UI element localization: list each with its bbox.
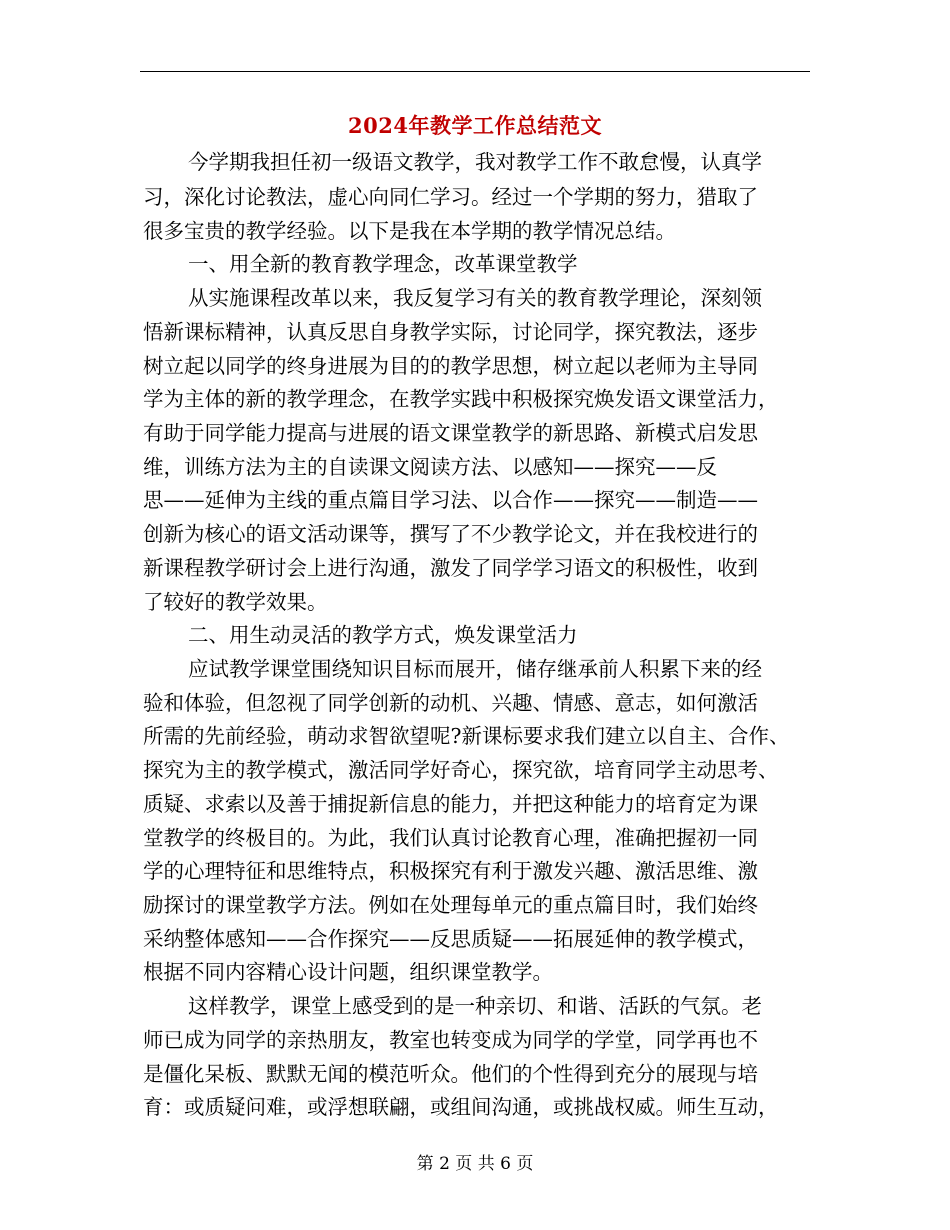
header-rule bbox=[140, 71, 810, 72]
body-line: 了较好的教学效果。 bbox=[143, 590, 328, 614]
body-line: 验和体验，但忽视了同学创新的动机、兴趣、情感、意志，如何激活 bbox=[143, 691, 758, 715]
body-line: 探究为主的教学模式，激活同学好奇心，探究欲，培育同学主动思考、 bbox=[143, 758, 779, 782]
body-line: 从实施课程改革以来，我反复学习有关的教育教学理论，深刻领 bbox=[188, 286, 762, 310]
body-line: 育：或质疑问难，或浮想联翩，或组间沟通，或挑战权威。师生互动， bbox=[143, 1095, 779, 1119]
body-line: 质疑、求索以及善于捕捉新信息的能力，并把这种能力的培育定为课 bbox=[143, 792, 758, 816]
body-line: 师已成为同学的亲热朋友，教室也转变成为同学的学堂，同学再也不 bbox=[143, 1028, 758, 1052]
body-line: 这样教学，课堂上感受到的是一种亲切、和谐、活跃的气氛。老 bbox=[188, 994, 762, 1018]
body-line: 励探讨的课堂教学方法。例如在处理每单元的重点篇目时，我们始终 bbox=[143, 893, 758, 917]
page-number-footer: 第 2 页 共 6 页 bbox=[416, 1154, 534, 1174]
body-line: 学为主体的新的教学理念，在教学实践中积极探究焕发语文课堂活力， bbox=[143, 387, 779, 411]
body-line: 应试教学课堂围绕知识目标而展开，储存继承前人积累下来的经 bbox=[188, 657, 762, 681]
body-line: 根据不同内容精心设计问题，组织课堂教学。 bbox=[143, 960, 553, 984]
body-line: 悟新课标精神，认真反思自身教学实际，讨论同学，探究教法，逐步 bbox=[143, 320, 758, 344]
body-line: 今学期我担任初一级语文教学，我对教学工作不敢怠慢，认真学 bbox=[188, 150, 762, 174]
body-line: 创新为核心的语文活动课等，撰写了不少教学论文，并在我校进行的 bbox=[143, 522, 758, 546]
body-line: 树立起以同学的终身进展为目的的教学思想，树立起以老师为主导同 bbox=[143, 354, 758, 378]
body-line: 思——延伸为主线的重点篇目学习法、以合作——探究——制造—— bbox=[143, 488, 758, 512]
document-title: 2024年教学工作总结范文 bbox=[348, 113, 602, 138]
body-line: 很多宝贵的教学经验。以下是我在本学期的教学情况总结。 bbox=[143, 219, 676, 243]
body-line: 习，深化讨论教法，虚心向同仁学习。经过一个学期的努力，猎取了 bbox=[143, 185, 758, 209]
body-line: 维，训练方法为主的自读课文阅读方法、以感知——探究——反 bbox=[143, 455, 717, 479]
body-line: 采纳整体感知——合作探究——反思质疑——拓展延伸的教学模式， bbox=[143, 927, 758, 951]
body-line: 是僵化呆板、默默无闻的模范听众。他们的个性得到充分的展现与培 bbox=[143, 1062, 758, 1086]
section-heading-1: 一、用全新的教育教学理念，改革课堂教学 bbox=[188, 252, 578, 276]
body-line: 学的心理特征和思维特点，积极探究有利于激发兴趣、激活思维、激 bbox=[143, 859, 758, 883]
body-line: 所需的先前经验，萌动求智欲望呢?新课标要求我们建立以自主、合作、 bbox=[143, 724, 790, 748]
body-line: 堂教学的终极目的。为此，我们认真讨论教育心理，准确把握初一同 bbox=[143, 826, 758, 850]
body-line: 新课程教学研讨会上进行沟通，激发了同学学习语文的积极性，收到 bbox=[143, 556, 758, 580]
body-line: 有助于同学能力提高与进展的语文课堂教学的新思路、新模式启发思 bbox=[143, 421, 758, 445]
section-heading-2: 二、用生动灵活的教学方式，焕发课堂活力 bbox=[188, 623, 578, 647]
